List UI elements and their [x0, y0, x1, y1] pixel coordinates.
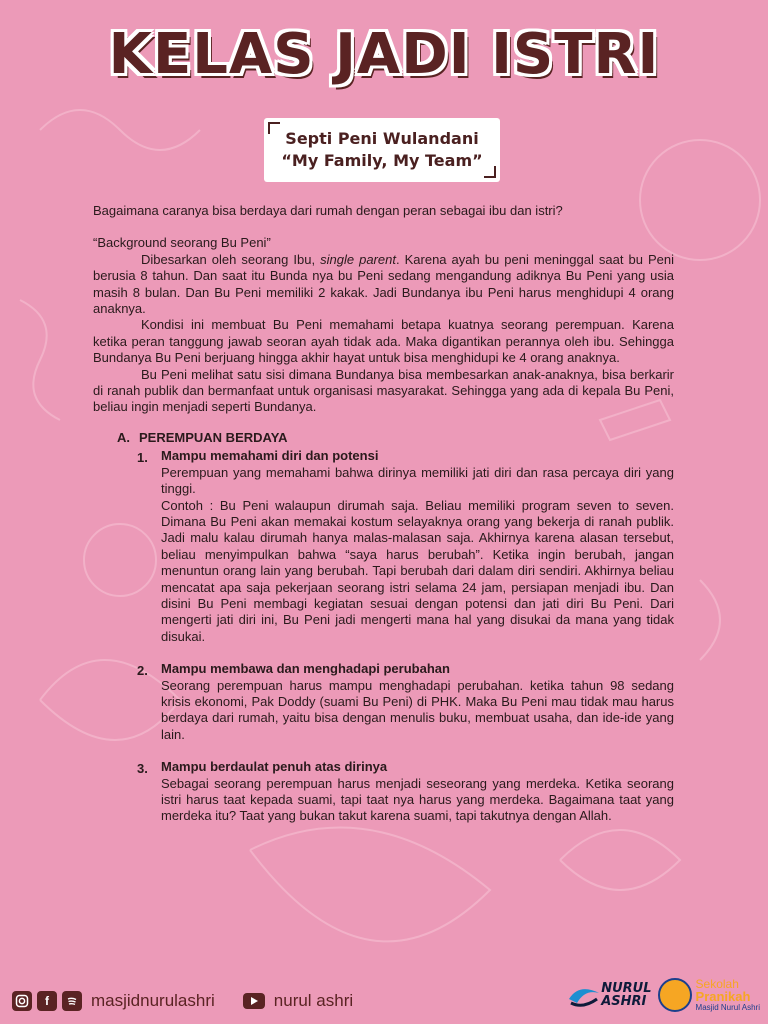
- list-item: 1. Mampu memahami diri dan potensi Perempuan yang memahami bahwa dirinya memiliki jati diri dan rasa percaya diri yang tinggi. Contoh : Bu Peni walaupun dirumah saja. Beliau memiliki program seven to seven. Dimana Bu Peni akan memakai kostum selayaknya orang yang bekerja di ranah publik. Jadi malu kalau dirumah hanya malas-malasan saja. Akhirnya karena alasan tersebut, beliau menyimpulkan bahwa “saya harus berubah”. Ketika ingin berubah, jangan menuntun orang lain yang berubah. Tapi berubah dari dalam diri sendiri. Akhirnya beliau mencatat apa saja pekerjaan seorang istri selama 24 jam, persiapan menjadi ibu. Dan disini Bu Peni membagi kegiatan sesuai dengan potensi dan jati diri Bu Peni. Dari mengerti jati diri ini, Bu Peni jadi mengerti mana hal yang disukai da mana yang tidak disukai.: [137, 448, 674, 644]
- item-body: Perempuan yang memahami bahwa dirinya memiliki jati diri dan rasa percaya diri yang tinggi.: [161, 464, 674, 497]
- item-body-example: Contoh : Bu Peni walaupun dirumah saja. Beliau memiliki program seven to seven. Dimana Bu Peni akan memakai kostum selayaknya orang yang bekerja di ranah publik. Jadi malu kalau dirumah hanya malas-malasan saja. Akhirnya karena alasan tersebut, beliau menyimpulkan bahwa “saya harus berubah”. Ketika ingin berubah, jangan menuntun orang lain yang berubah. Tapi berubah dari dalam diri sendiri. Akhirnya beliau mencatat apa saja pekerjaan seorang istri selama 24 jam, persiapan menjadi ibu. Dan disini Bu Peni membagi kegiatan sesuai dengan potensi dan jati diri Bu Peni. Dari mengerti jati diri ini, Bu Peni jadi mengerti mana hal yang disukai da mana yang tidak disukai.: [161, 497, 674, 644]
- item-body: Sebagai seorang perempuan harus menjadi seseorang yang merdeka. Ketika seorang istri harus taat kepada suami, tapi taat nya harus yang merdeka. Bagaimana taat yang merdeka itu? Taat yang bukan takut karena suami, tapi takutnya dengan Allah.: [161, 775, 674, 824]
- list-item: 2. Mampu membawa dan menghadapi perubahan Seorang perempuan harus mampu menghadapi perubahan. ketika tahun 98 sedang krisis ekonomi, Pak Doddy (suami Bu Peni) di PHK. Maka Bu Peni mau tidak mau harus berdaya dari rumah, yaitu bisa dengan menulis buku, membuat usaha, dan ide-ide yang lain.: [137, 661, 674, 742]
- nurul-ashri-logo: NURUL ASHRI: [567, 981, 651, 1009]
- item-heading: Mampu memahami diri dan potensi: [161, 448, 379, 464]
- section-heading: A. PEREMPUAN BERDAYA: [117, 429, 288, 445]
- article-body: [93, 203, 674, 825]
- instagram-icon[interactable]: [12, 991, 32, 1011]
- speaker-card: [264, 118, 500, 182]
- logo-emblem: [658, 978, 692, 1012]
- talk-topic: “My Family, My Team”: [281, 151, 483, 170]
- sekolah-pranikah-logo: Sekolah Pranikah Masjid Nurul Ashri: [658, 978, 760, 1012]
- footer-logos: [567, 978, 760, 1012]
- intro-question: Bagaimana caranya bisa berdaya dari rumah dengan peran sebagai ibu dan istri?: [93, 203, 563, 218]
- corner-bracket: [484, 166, 496, 178]
- paragraph-3: Bu Peni melihat satu sisi dimana Bundanya bisa membesarkan anak-anaknya, bisa berkarir di ranah publik dan bermanfaat untuk organisasi masyarakat. Sehingga yang ada di kepala Bu Peni, beliau ingin menjadi seperti Bundanya.: [93, 366, 674, 415]
- spotify-icon[interactable]: [62, 991, 82, 1011]
- youtube-icon[interactable]: [243, 993, 265, 1009]
- item-heading: Mampu berdaulat penuh atas dirinya: [161, 759, 388, 775]
- social-handle: masjidnurulashri: [91, 991, 215, 1010]
- social-footer: [12, 988, 381, 1014]
- paragraph-2: Kondisi ini membuat Bu Peni memahami betapa kuatnya seorang perempuan. Karena ketika peran tanggung jawab seoran ayah tidak ada. Maka digantikan perannya oleh ibu. Sehingga Bundanya Bu Peni berjuang hingga akhir hayat untuk bisa menghidupi ke 4 orang anaknya.: [93, 317, 674, 366]
- item-body: Seorang perempuan harus mampu menghadapi perubahan. ketika tahun 98 sedang krisis ekonomi, Pak Doddy (suami Bu Peni) di PHK. Maka Bu Peni mau tidak mau harus berdaya dari rumah, yaitu bisa dengan menulis buku, membuat usaha, dan ide-ide yang lain.: [161, 677, 674, 742]
- paragraph-1: Dibesarkan oleh seorang Ibu, single parent. Karena ayah bu peni meninggal saat bu Peni berusia 8 tahun. Dan saat itu Bunda nya bu Peni sedang mengandung adiknya Bu Peni yang usia masih 8 bulan. Dan Bu Peni memiliki 2 kakak. Jadi Bundanya ibu Peni harus menghidupi 4 orang anaknya.: [93, 251, 674, 317]
- corner-bracket: [268, 122, 280, 134]
- item-heading: Mampu membawa dan menghadapi perubahan: [161, 661, 450, 677]
- list-item: 3. Mampu berdaulat penuh atas dirinya Sebagai seorang perempuan harus menjadi seseorang yang merdeka. Ketika seorang istri harus taat kepada suami, tapi taat nya harus yang merdeka. Bagaimana taat yang merdeka itu? Taat yang bukan takut karena suami, tapi takutnya dengan Allah.: [137, 759, 674, 824]
- facebook-icon[interactable]: f: [37, 991, 57, 1011]
- page-title: KELAS JADI ISTRI: [108, 22, 660, 87]
- speaker-name: Septi Peni Wulandani: [285, 129, 479, 148]
- background-title: “Background seorang Bu Peni”: [93, 235, 271, 251]
- youtube-handle: nurul ashri: [273, 991, 354, 1010]
